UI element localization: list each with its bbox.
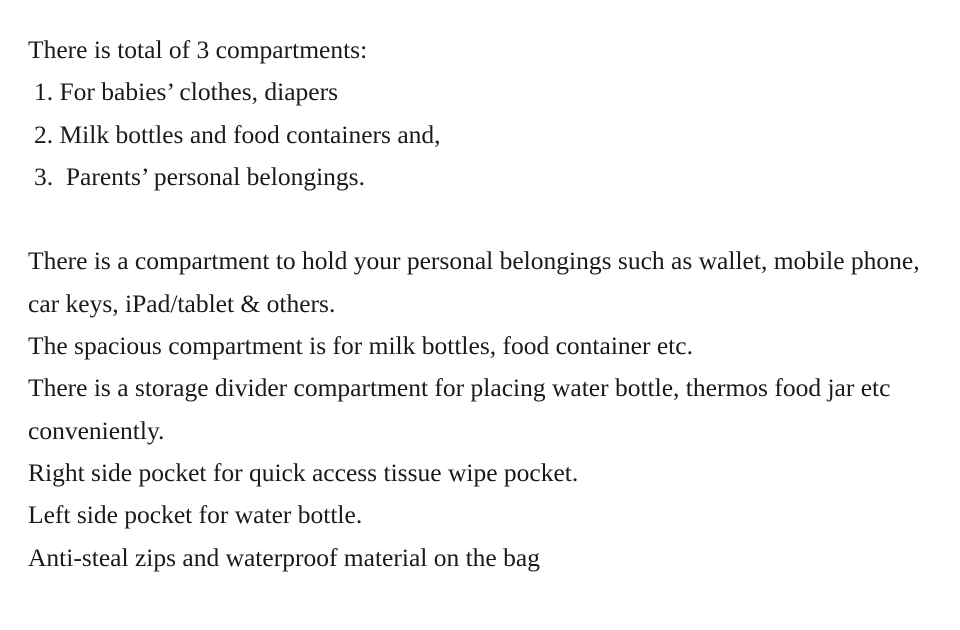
list-item <box>28 71 938 113</box>
list-item-number: 2. <box>34 119 54 149</box>
compartments-intro: There is total of 3 compartments: <box>28 35 368 64</box>
paragraph-right-pocket: Right side pocket for quick access tissue wipe pocket. <box>28 457 579 487</box>
list-item-text: Milk bottles and food containers and, <box>59 119 441 149</box>
list-item-text: Parents’ personal belongings. <box>59 161 365 191</box>
paragraph-personal-belongings: There is a compartment to hold your personal belongings such as wallet, mobile phone, car keys, iPad/tablet & others. <box>28 246 920 318</box>
list-item <box>28 114 938 156</box>
list-item-text: For babies’ clothes, diapers <box>59 77 339 107</box>
product-description <box>28 29 938 579</box>
spacer <box>28 198 938 240</box>
paragraph-storage-divider: There is a storage divider compartment for placing water bottle, thermos food jar etc conveniently. <box>28 373 891 445</box>
compartment-list <box>28 71 938 198</box>
list-item-number: 1. <box>34 77 54 107</box>
paragraph-anti-steal: Anti-steal zips and waterproof material on the bag <box>28 542 540 572</box>
list-item <box>28 156 938 198</box>
paragraph-left-pocket: Left side pocket for water bottle. <box>28 500 363 530</box>
paragraph-spacious-compartment: The spacious compartment is for milk bottles, food container etc. <box>28 331 693 361</box>
list-item-number: 3. <box>34 161 54 191</box>
